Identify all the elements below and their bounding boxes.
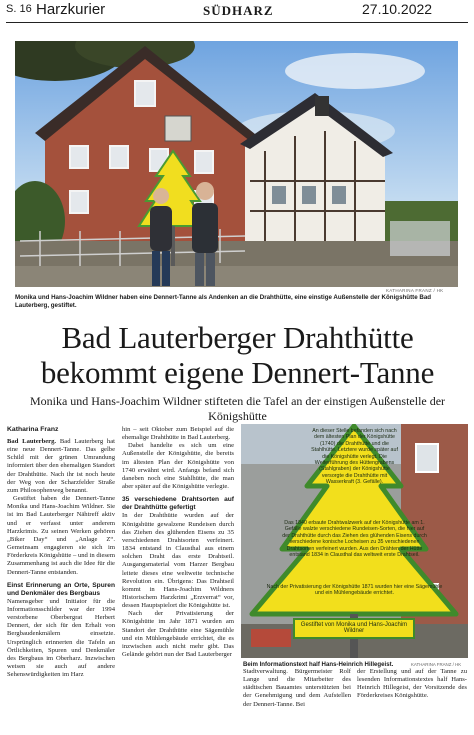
paragraph	[7, 438, 115, 495]
newspaper-name: Harzkurier	[36, 1, 106, 18]
paragraph: Namensgeber und Initiator für die Informationsschilder war der 1994 verstorbene Oberbergrat Herbert Dennert, der sich für den Erhalt von Bergbaudenkmälern einsetzte. Ursprünglich erinnerten die Tafeln an Örtlichkeiten, Spuren und Denkmäler des Bergbaus im Oberharz. Inzwischen weisen sie auch auf andere Sehenswürdigkeiten im Harz	[7, 597, 115, 679]
subheadline: Monika und Hans-Joachim Wildner stifteten die Tafel an der einstigen Außenstelle der Königshütte	[29, 394, 446, 423]
issue-date: 27.10.2022	[362, 1, 433, 17]
headline	[15, 320, 460, 390]
sign-text-1: An dieser Stelle befanden sich nach dem ältesten Plan der Königshütte (1740) die Drahthütte und die Stahlhütte. Letztere wurde später auf die Königshütte verlegt. Die Weiterführung des Hüttengrabens (Stahlgraben) der Königshütte versorgte die Drahthütte mit Wasserkraft (3. Gefälle).	[311, 428, 398, 486]
section-subheading: 35 verschiedene Drahtsorten auf der Drahthütte gefertigt	[122, 496, 234, 512]
sign-photo-caption: Beim Informationstext half Hans-Heinrich Hillegeist.	[243, 661, 394, 668]
sign-text-4: Gestiftet von Monika und Hans-Joachim Wildner	[293, 618, 415, 639]
author-byline: Katharina Franz	[7, 426, 59, 433]
paragraph: In der Drahthütte wurden auf der Königshütte gewalzene Rundeisen durch das Ziehen des glühenden Eisens zu 35 verschiedenen Drahtsorten verfeinert. 1834 entstand in Clausthal aus einem solchen Draht das erste Drahtseil. Ausgangsmaterial vom Harzer Bergbau leitete dieses eine weltweite technische Revolution ein. Übrigens: Das Drahtseil kommt in Hans-Joachim Wildners Historischem Harzkrimi „Erzverrat“ vor, dessen Hauptspielort die Königshütte ist.	[122, 512, 234, 610]
headline-line-2: bekommt eigene Dennert-Tanne	[40, 355, 435, 390]
paragraph-text: Bad Lauterberg hat eine neue Dennert-Tanne. Das gelbe Schild mit der grünen Umrandung informiert über den ehemaligen Standort der Drahthütte. Nach ihr ist noch heute der Weg von der Scharzfelder Straße zum Philosophenweg benannt.	[7, 438, 115, 494]
paragraph: hin – seit Oktober zum Beispiel auf die ehemalige Drahthütte in Bad Lauterberg.	[122, 426, 234, 442]
sign-text-3: Nach der Privatisierung der Königshütte 1871 wurden hier eine Sägemühle und ein Mühlengebäude errichtet.	[266, 584, 443, 597]
page-number: S. 16	[6, 3, 32, 15]
paragraph: Nach der Privatisierung der Königshütte im Jahr 1871 wurden am Standort der Drahthütte eine Sägemühle und ein Mühlengebäude errichtet, die es inzwischen auch nicht mehr gibt. Das Gelände gehört nun der Bad Lauterberger	[122, 610, 234, 659]
photo-caption: Monika und Hans-Joachim Wildner haben eine Dennert-Tanne als Andenken an die Drahthütte, eine einstige Außenstelle der Königshütte Bad Lauterberg, gestiftet.	[15, 294, 432, 309]
header-divider	[6, 22, 468, 23]
sign-text-2: Das 1840 erbaute Drahtwalzwerk auf der Königshütte am 1. Gefälle walzte verschiedene Rundeisen-Sorten, die hier auf der Drahthütte durch das Ziehen des glühenden Eisens durch verschiedene konische Locheisen zu 35 verschiedenen Drahtsorten verfeinert wurden. Aus den Drähten der Hütte entstand 1834 in Clausthal das weltweit erste Drahtseil.	[282, 520, 427, 559]
article-column-2	[122, 426, 234, 659]
paragraph: Gestiftet haben die Dennert-Tanne Monika und Hans-Joachim Wildner. Sie ist im Bad Lauterberger Nähtreff aktiv und er verfasst unter anderem Harzkrimis. Zu seinen Werken gehören „Biker Day“ und „Anlage Z“. Gemeinsam engagieren sie sich im Förderkreis Königshütte – und in diesem Zusammenhang ist auch die Idee für die Dennert-Tanne entstanden.	[7, 495, 115, 576]
article-column-3: Stadtverwaltung. Bürgermeister Rolf Lange und die Mitarbeiter des städtischen Bauamtes unterstützten bei der Genehmigung und dem Aufstellen der Dennert-Tanne. Bei	[243, 668, 351, 708]
article-column-4: der Erstellung und auf der Tanne zu lesenden Informationstextes half Hans-Heinrich Hillegeist, der Vorsitzende des Förderkreises Königshütte.	[357, 668, 467, 700]
article-column-1	[7, 426, 115, 679]
paragraph: Dabei handelte es sich um eine Außenstelle der Königshütte, die bereits im ältesten Plan der Königshütte von 1740 erwähnt wird. Anfangs befand sich daneben noch eine Stahlhütte, die man aber später auf die Königshütte verlegte.	[122, 442, 234, 491]
dateline: Bad Lauterberg.	[7, 438, 57, 445]
section-name: SÜDHARZ	[203, 3, 274, 18]
photo-credit: KATHARINA FRANZ / HK	[386, 288, 444, 293]
headline-line-1: Bad Lauterberger Drahthütte	[61, 320, 414, 355]
main-photo	[15, 41, 458, 287]
sign-photo-credit: KATHARINA FRANZ / HK	[411, 662, 462, 667]
section-subheading: Einst Erinnerung an Orte, Spuren und Denkmäler des Bergbaus	[7, 581, 115, 597]
sign-photo	[241, 424, 468, 658]
main-photo-illustration	[15, 41, 458, 287]
